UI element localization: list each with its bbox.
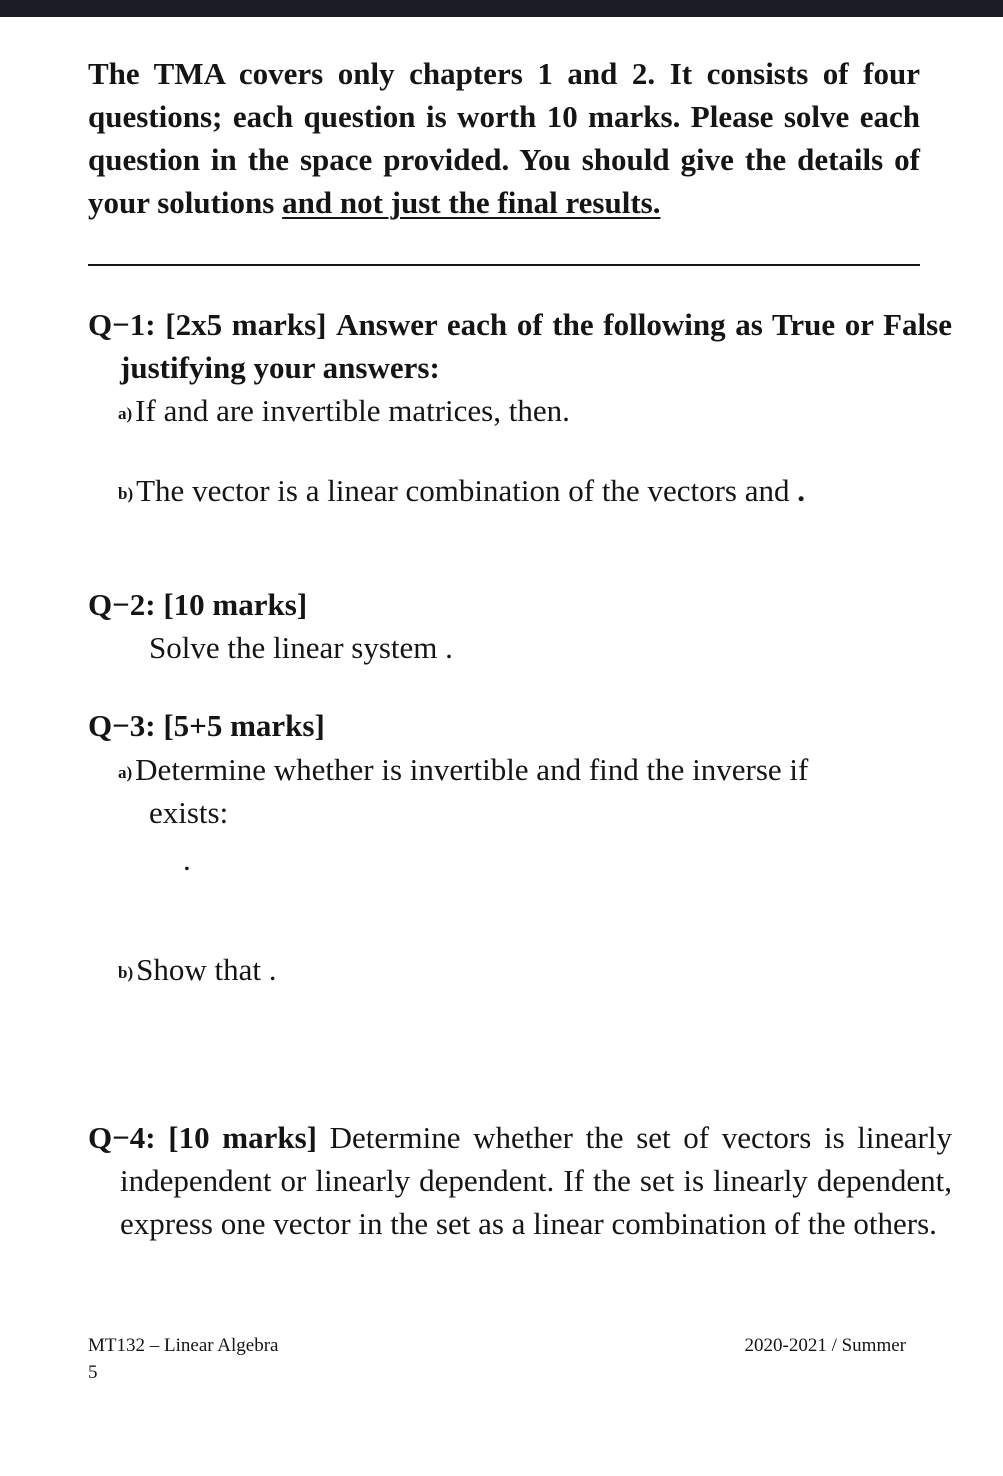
- question-3-heading: [88, 704, 325, 747]
- question-1a-text: If and are invertible matrices, then.: [135, 393, 570, 428]
- question-2-heading: [88, 583, 307, 626]
- question-3a-marker: a): [118, 763, 133, 782]
- question-1b-text: The vector is a linear combination of the vectors and: [136, 473, 790, 508]
- question-2-label: Q−2:: [88, 587, 156, 622]
- question-1-prompt: Answer each of the following as True or False justifying your answers:: [120, 307, 952, 385]
- question-2-text: Solve the linear system .: [149, 630, 453, 665]
- question-1-marks: [2x5 marks]: [165, 307, 327, 342]
- footer-page-number: 5: [88, 1362, 98, 1383]
- footer-term: 2020-2021 / Summer: [744, 1335, 906, 1356]
- instructions-paragraph: [88, 52, 920, 224]
- question-1a: [118, 389, 570, 435]
- question-3-label: Q−3:: [88, 708, 156, 743]
- question-3a: [118, 748, 808, 794]
- question-3a-dot: .: [183, 842, 191, 877]
- question-3a-text-line2: exists:: [149, 795, 229, 830]
- header-divider: [88, 264, 920, 266]
- question-1b: [118, 469, 805, 515]
- question-1a-marker: a): [118, 404, 133, 423]
- question-3b-marker: b): [118, 963, 134, 982]
- question-2-marks: [10 marks]: [163, 587, 308, 622]
- question-3b: [118, 948, 277, 994]
- question-1b-end: .: [797, 473, 805, 508]
- question-3b-text: Show that .: [136, 952, 277, 987]
- question-4: [88, 1116, 952, 1245]
- question-1-label: Q−1:: [88, 307, 156, 342]
- question-3-marks: [5+5 marks]: [163, 708, 325, 743]
- question-1: [88, 303, 952, 389]
- question-1b-marker: b): [118, 484, 134, 503]
- top-status-bar: [0, 0, 1003, 17]
- question-4-label: Q−4:: [88, 1120, 156, 1155]
- instructions-text: The TMA covers only chapters 1 and 2. It consists of four questions; each question is worth 10 marks. Please solve each question in the space provided. You should give the details of your solutions: [88, 56, 920, 220]
- question-4-text: Determine whether the set of vectors is linearly independent or linearly dependent. If the set is linearly dependent, express one vector in the set as a linear combination of the others.: [120, 1120, 952, 1241]
- question-4-marks: [10 marks]: [168, 1120, 317, 1155]
- instructions-underlined-text: and not just the final results.: [282, 185, 661, 220]
- question-3a-text-line1: Determine whether is invertible and find the inverse if: [135, 752, 809, 787]
- footer-course: MT132 – Linear Algebra: [88, 1335, 279, 1356]
